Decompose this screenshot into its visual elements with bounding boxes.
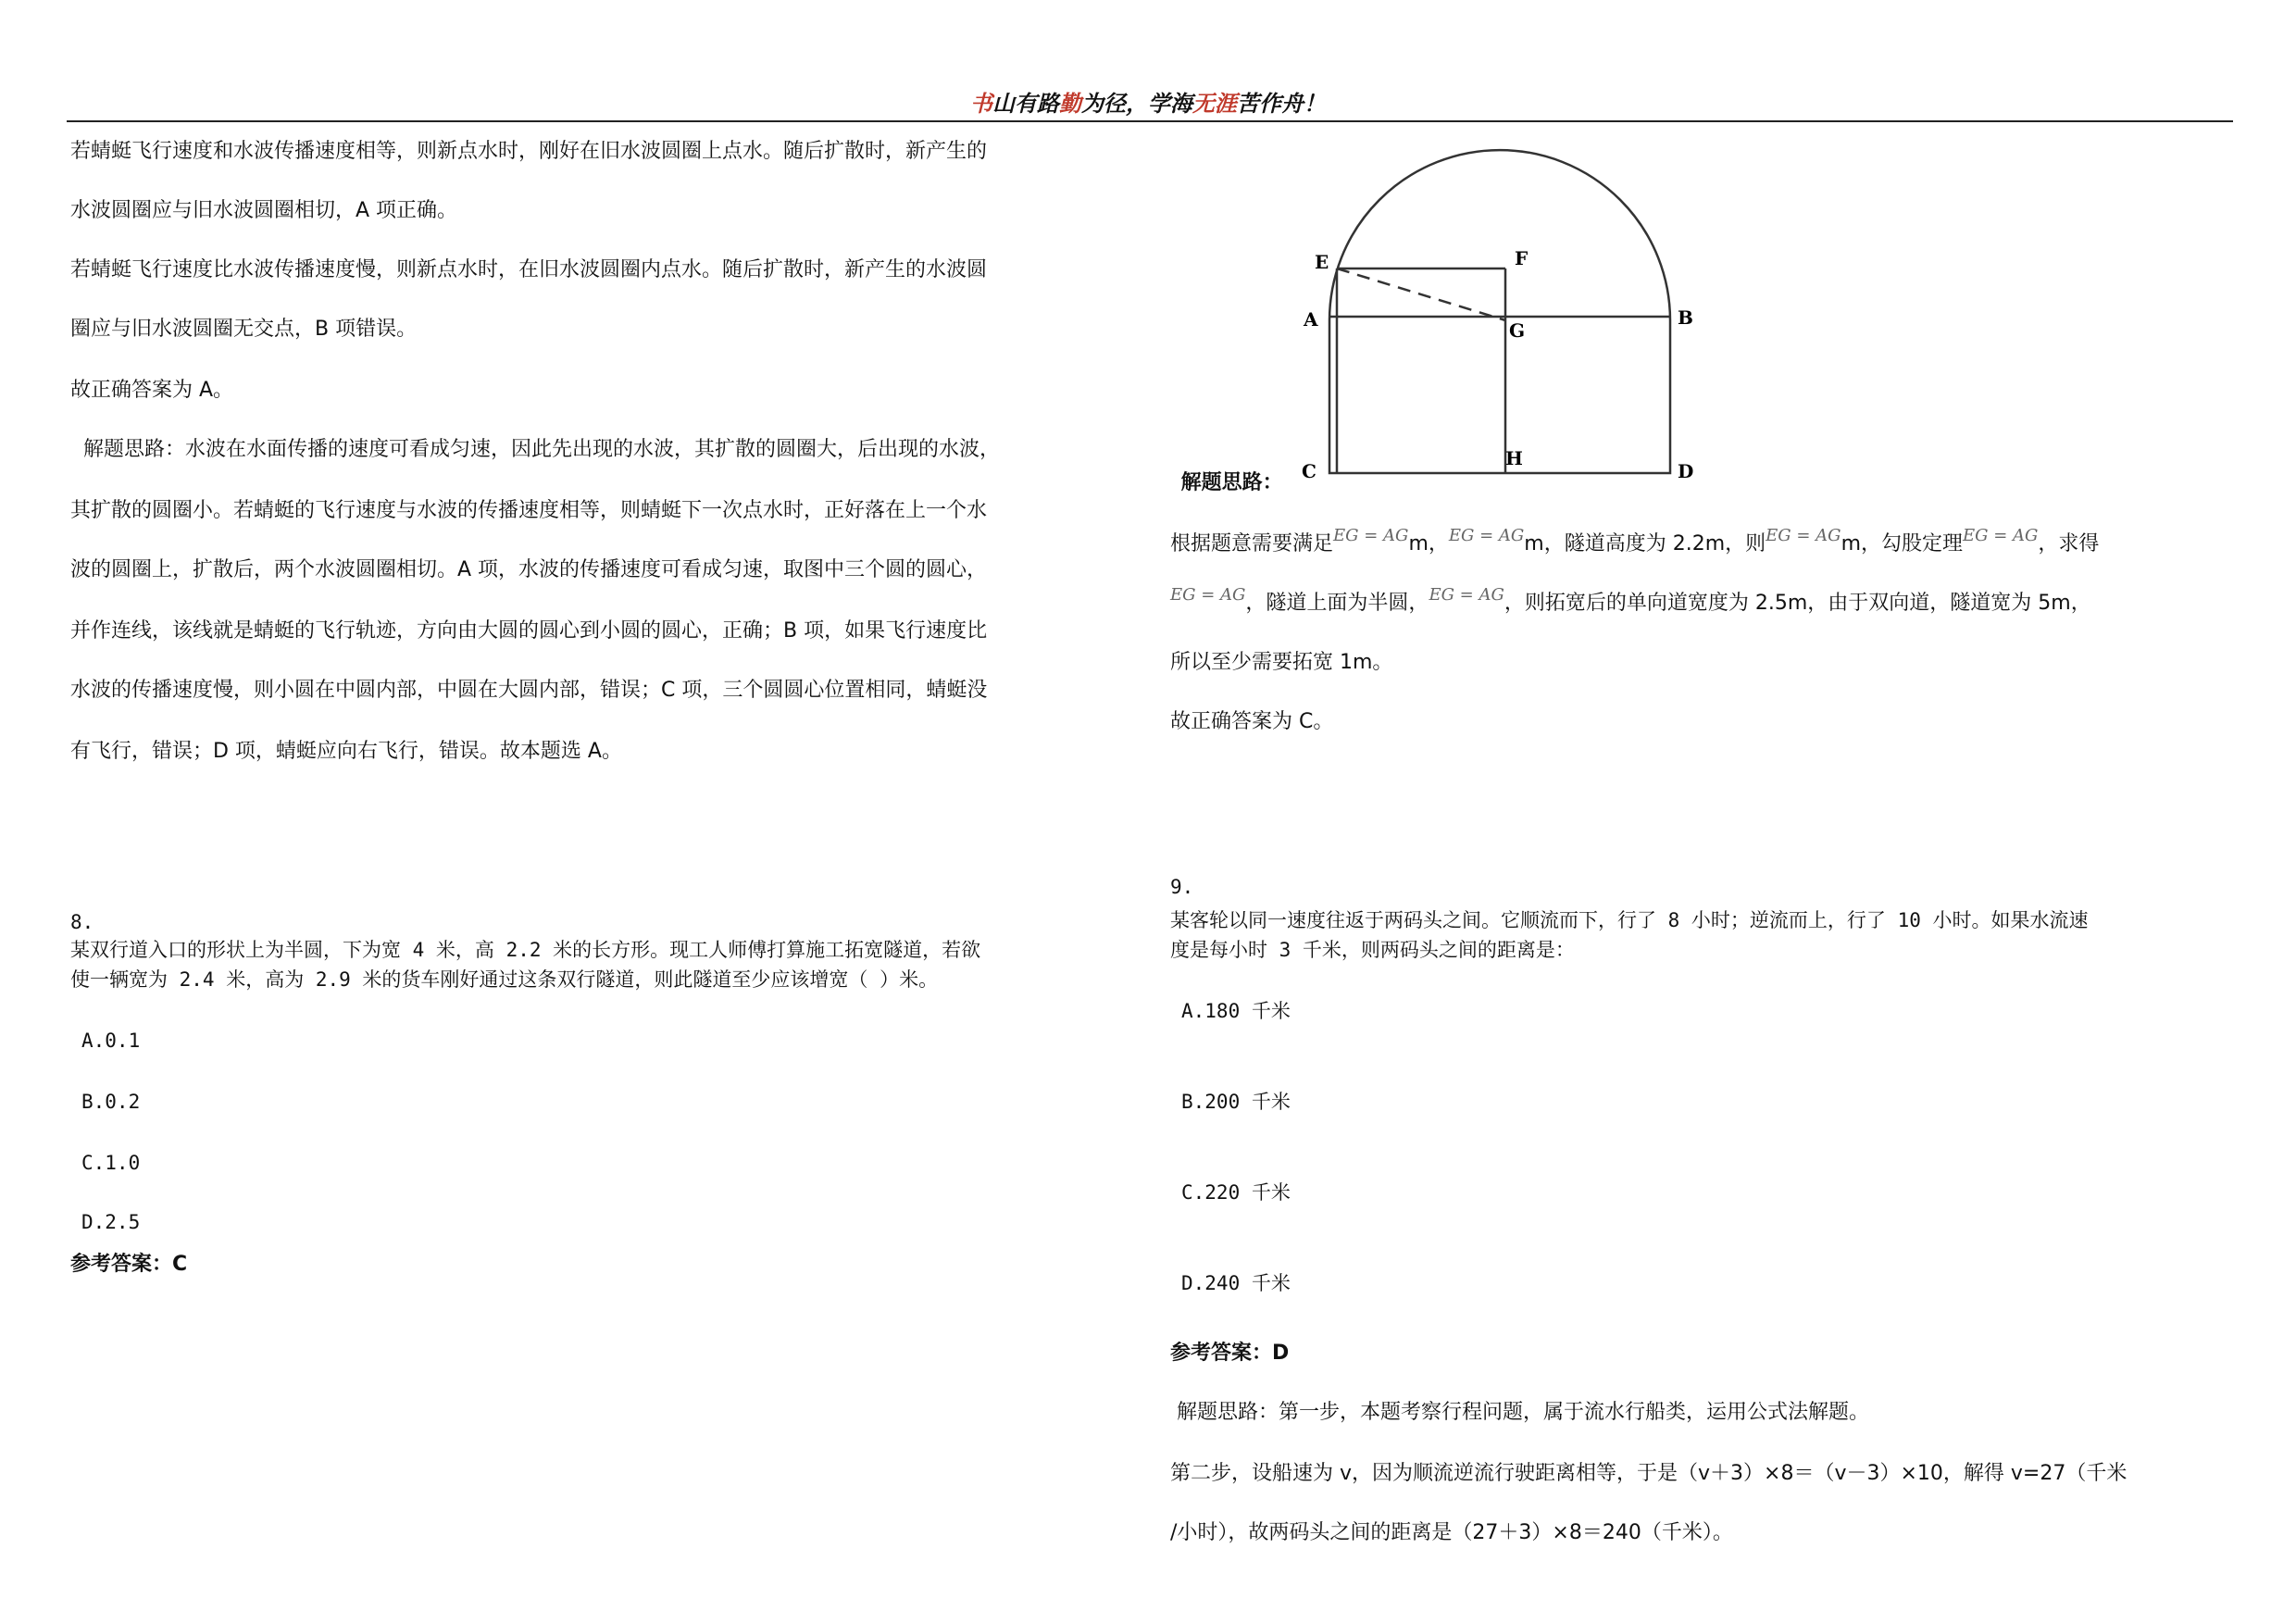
q9-stem-line: 度是每小时 3 千米，则两码头之间的距离是： [1170,939,1575,961]
formula-image: EG = AG [1429,585,1504,605]
q7-explanation-line: 若蜻蜓飞行速度和水波传播速度相等，则新点水时，刚好在旧水波圆圈上点水。随后扩散时，新产生的 [70,140,988,163]
motto-part: 书 [970,90,992,117]
q9-option-b: B.200 千米 [1181,1091,1291,1113]
tunnel-diagram [1278,130,1722,491]
q8-solution-line-2 [1170,585,2091,619]
q8-stem-line: 使一辆宽为 2.4 米，高为 2.9 米的货车刚好通过这条双行隧道，则此隧道至少应该增宽（ ）米。 [70,968,939,991]
q9-solution-line: 第二步，设船速为 v，因为顺流逆流行驶距离相等，于是（v＋3）×8＝（v－3）×10，解得 v=27（千米 [1170,1462,2128,1485]
motto-part: 为径，学海 [1081,90,1192,117]
header-motto [0,85,2296,118]
q8-option-a: A.0.1 [81,1030,141,1052]
text-segment: ，求得 [2038,532,2100,556]
q7-explanation-line: 水波的传播速度慢，则小圆在中圆内部，中圆在大圆内部，错误；C 项，三个圆圆心位置相同，蜻蜓没 [70,679,988,702]
label-f: F [1515,247,1529,269]
label-h: H [1505,447,1523,469]
q7-explanation-line: 水波圆圈应与旧水波圆圈相切，A 项正确。 [70,199,458,222]
q9-option-d: D.240 千米 [1181,1272,1291,1294]
q7-explanation-line: 有飞行，错误；D 项，蜻蜓应向右飞行，错误。故本题选 A。 [70,740,622,763]
text-segment: ，则拓宽后的单向道宽度为 2.5m，由于双向道，隧道宽为 5m， [1504,592,2091,615]
q7-explanation-line: 波的圆圈上，扩散后，两个水波圆圈相切。A 项，水波的传播速度可看成匀速，取图中三个圆的圆心， [70,558,988,581]
q8-option-b: B.0.2 [81,1091,141,1113]
q8-solution-line-4: 故正确答案为 C。 [1170,710,1334,733]
formula-image: EG = AG [1963,526,2039,545]
q9-stem-line: 某客轮以同一速度往返于两码头之间。它顺流而下，行了 8 小时；逆流而上，行了 10 小时。如果水流速 [1170,909,2089,931]
q7-explanation-line: 解题思路：水波在水面传播的速度可看成匀速，因此先出现的水波，其扩散的圆圈大，后出现的水波， [70,438,1000,461]
q7-answer-line: 故正确答案为 A。 [70,379,234,402]
label-g: G [1509,319,1526,342]
formula-image: EG = AG [1448,526,1525,545]
q9-solution-line: /小时），故两码头之间的距离是（27＋3）×8＝240（千米）。 [1170,1521,1733,1544]
label-c: C [1302,460,1316,482]
formula-image: EG = AG [1766,526,1841,545]
q8-number: 8. [70,911,94,933]
label-e: E [1315,251,1329,273]
q9-solution-line: 解题思路：第一步，本题考察行程问题，属于流水行船类，运用公式法解题。 [1170,1401,1869,1424]
tunnel-outline [1329,150,1670,473]
header-rule [67,120,2233,122]
q8-solution-line-3: 所以至少需要拓宽 1m。 [1170,651,1393,674]
formula-image: EG = AG [1333,526,1409,545]
q8-option-d: D.2.5 [81,1211,141,1233]
q7-explanation-line: 圈应与旧水波圆圈无交点，B 项错误。 [70,318,418,341]
q8-answer: 参考答案：C [70,1253,188,1276]
motto-part: 无涯 [1192,90,1237,117]
dashed-eg [1337,268,1505,320]
q8-stem-line: 某双行道入口的形状上为半圆，下为宽 4 米，高 2.2 米的长方形。现工人师傅打算施工拓宽隧道，若欲 [70,939,981,961]
q7-explanation-line: 其扩散的圆圈小。若蜻蜓的飞行速度与水波的传播速度相等，则蜻蜓下一次点水时，正好落在上一个水 [70,499,988,522]
q8-option-c: C.1.0 [81,1152,141,1174]
motto-part: 勤 [1059,90,1081,117]
text-segment: 根据题意需要满足 [1170,532,1334,556]
q9-option-a: A.180 千米 [1181,1000,1291,1022]
formula-image: EG = AG [1170,585,1246,605]
text-segment: ，隧道上面为半圆， [1245,592,1429,615]
motto-part: 山有路 [992,90,1059,117]
text-segment: m， [1408,532,1449,556]
q8-solution-title: 解题思路： [1174,471,1283,494]
q7-explanation-line: 若蜻蜓飞行速度比水波传播速度慢，则新点水时，在旧水波圆圈内点水。随后扩散时，新产生的水波圆 [70,258,988,281]
q9-option-c: C.220 千米 [1181,1181,1291,1204]
label-a: A [1304,308,1318,331]
q8-solution-line-1 [1170,526,2100,560]
q7-explanation-line: 并作连线，该线就是蜻蜓的飞行轨迹，方向由大圆的圆心到小圆的圆心，正确；B 项，如果飞行速度比 [70,619,988,643]
motto-part: 苦作舟！ [1237,90,1326,117]
q9-number: 9. [1170,876,1194,898]
text-segment: m，勾股定理 [1841,532,1963,556]
q9-answer: 参考答案：D [1170,1342,1290,1365]
text-segment: m，隧道高度为 2.2m，则 [1524,532,1766,556]
label-b: B [1678,306,1693,329]
label-d: D [1678,460,1694,482]
